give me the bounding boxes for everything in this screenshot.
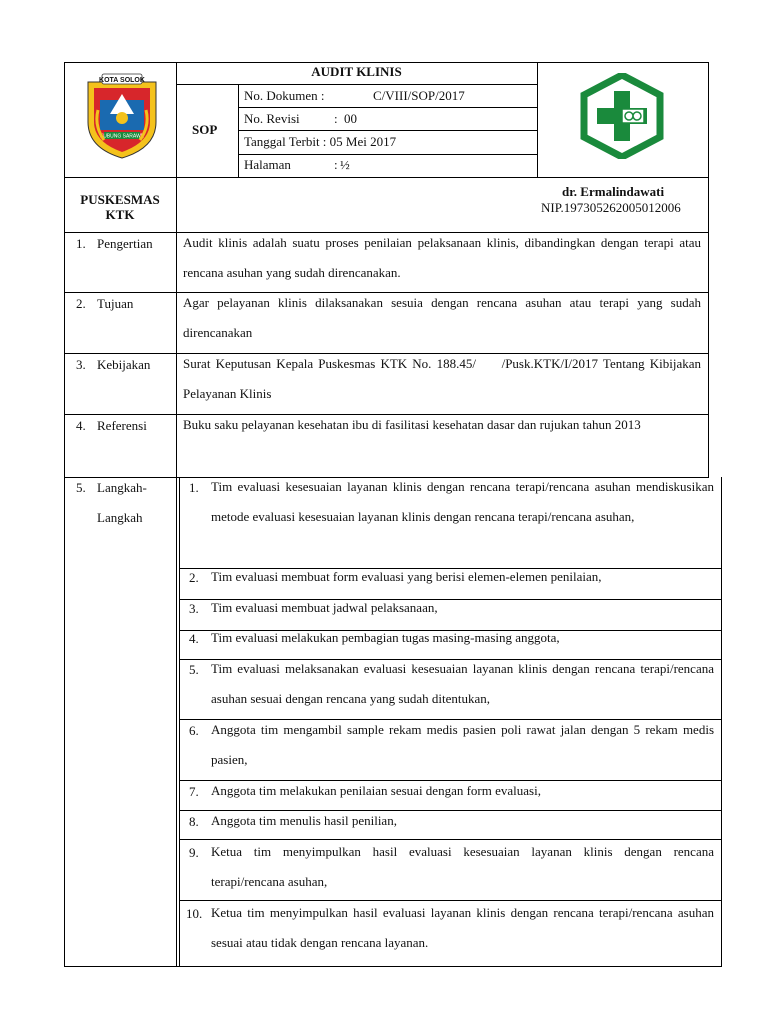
section-number: 2.: [76, 296, 86, 311]
step-number: 1.: [189, 480, 199, 495]
sop-label: SOP: [192, 122, 218, 137]
kota-solok-logo: [80, 70, 164, 160]
step-text: Tim evaluasi melaksanakan evaluasi kesesuaian layanan klinis dengan rencana terapi/rencana asuhan sesuai dengan rencana yang sudah ditentukan,: [211, 661, 714, 706]
section-label: Referensi: [97, 418, 147, 433]
step-number: 8.: [189, 814, 199, 829]
section-label: Pengertian: [97, 236, 153, 251]
revision-label: No. Revisi: [244, 111, 300, 126]
section-number: 5.: [76, 480, 86, 495]
section-label-line1: Langkah-: [97, 480, 147, 495]
section-text: Agar pelayanan klinis dilaksanakan sesuia dengan rencana asuhan atau terapi yang sudah direncanakan: [183, 295, 701, 340]
page-label: Halaman: [244, 157, 291, 172]
page-value: ½: [340, 157, 350, 172]
kota-solok-logo-text: KOTA SOLOK: [99, 77, 145, 84]
step-number: 4.: [189, 631, 199, 646]
step-text: Tim evaluasi membuat form evaluasi yang berisi elemen-elemen penilaian,: [211, 569, 602, 584]
page-sep: :: [334, 157, 338, 172]
revision-sep: :: [334, 111, 338, 126]
revision-value: 00: [344, 111, 357, 126]
section-label-line2: Langkah: [97, 510, 143, 525]
puskesmas-logo: [580, 73, 664, 159]
signer-name: dr. Ermalindawati: [562, 184, 665, 199]
section-text: Buku saku pelayanan kesehatan ibu di fasilitasi kesehatan dasar dan rujukan tahun 2013: [183, 417, 641, 432]
step-text: Anggota tim menulis hasil penilian,: [211, 813, 397, 828]
step-number: 3.: [189, 601, 199, 616]
step-number: 10.: [186, 906, 203, 921]
section-text: Surat Keputusan Kepala Puskesmas KTK No. 188.45/ /Pusk.KTK/I/2017 Tentang Kibijakan Pelayanan Klinis: [183, 356, 705, 401]
doc-number-value: C/VIII/SOP/2017: [373, 88, 465, 103]
section-label: Tujuan: [97, 296, 134, 311]
step-text: Tim evaluasi melakukan pembagian tugas masing-masing anggota,: [211, 630, 560, 645]
doc-number-label: No. Dokumen :: [244, 88, 325, 103]
step-number: 7.: [189, 784, 199, 799]
org-name-line2: KTK: [105, 207, 135, 222]
section-number: 1.: [76, 236, 86, 251]
section-number: 3.: [76, 357, 86, 372]
step-number: 9.: [189, 845, 199, 860]
signer-nip: NIP.197305262005012006: [541, 200, 681, 215]
issue-date-label: Tanggal Terbit : 05 Mei 2017: [244, 134, 397, 149]
step-number: 6.: [189, 723, 199, 738]
org-name-line1: PUSKESMAS: [80, 192, 160, 207]
section-label: Kebijakan: [97, 357, 151, 372]
step-text: Tim evaluasi kesesuaian layanan klinis dengan rencana terapi/rencana asuhan mendiskusikan metode evaluasi kesesuaian layanan klinis dengan rencana terapi/rencana asuhan,: [211, 479, 714, 524]
step-text: Anggota tim mengambil sample rekam medis pasien poli rawat jalan dengan 5 rekam medis pasien,: [211, 722, 714, 767]
step-number: 5.: [189, 662, 199, 677]
section-number: 4.: [76, 418, 86, 433]
step-number: 2.: [189, 570, 199, 585]
document-title: AUDIT KLINIS: [311, 64, 402, 79]
step-text: Tim evaluasi membuat jadwal pelaksanaan,: [211, 600, 438, 615]
step-text: Anggota tim melakukan penilaian sesuai dengan form evaluasi,: [211, 783, 541, 798]
step-text: Ketua tim menyimpulkan hasil evaluasi layanan klinis dengan rencana terapi/rencana asuhan sesuai atau tidak dengan rencana layanan.: [211, 905, 714, 950]
step-text: Ketua tim menyimpulkan hasil evaluasi kesesuaian layanan klinis dengan rencana terapi/rencana asuhan,: [211, 844, 714, 889]
section-text: Audit klinis adalah suatu proses penilaian pelaksanaan klinis, dibandingkan dengan terapi atau rencana asuhan yang sudah direncanakan.: [183, 235, 701, 280]
kota-solok-logo-band: KUBUNG SARAWE: [99, 133, 145, 140]
